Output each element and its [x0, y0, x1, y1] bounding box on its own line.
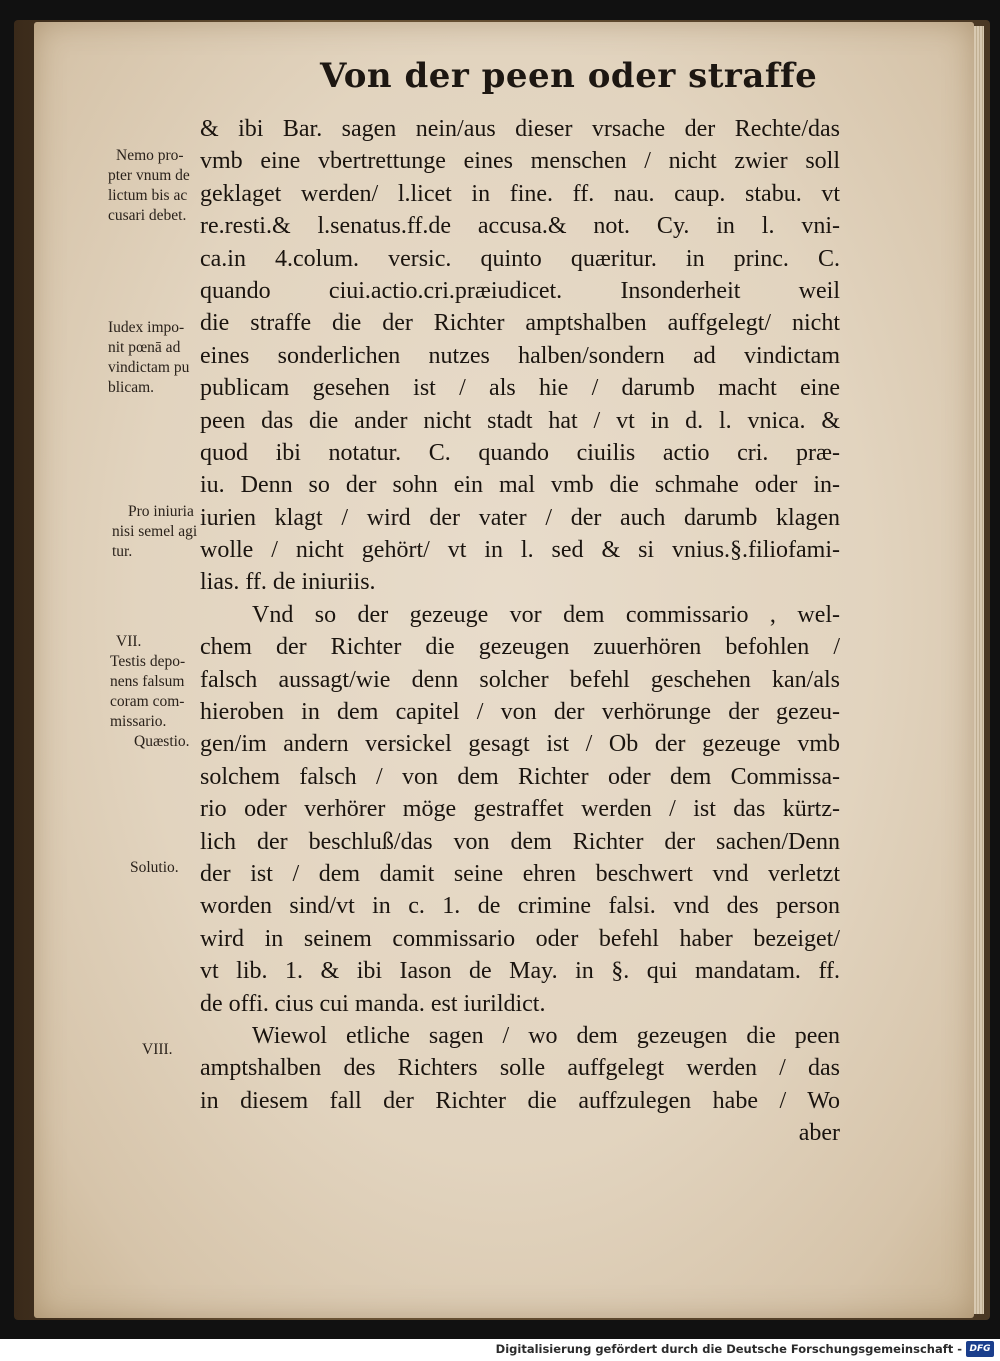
text-line: hieroben in dem capitel / von der verhörunge der gezeu-	[200, 699, 840, 726]
text-line: amptshalben des Richters solle auffgelegt werden / das	[200, 1055, 840, 1082]
text-line: vmb eine vbertrettunge eines menschen / nicht zwier soll	[200, 148, 840, 175]
margin-note-line: Pro iniuria	[128, 503, 194, 520]
text-line: der ist / dem damit seine ehren beschwert vnd verletzt	[200, 860, 840, 887]
funding-credit: Digitalisierung gefördert durch die Deutsche Forschungsgemeinschaft -	[495, 1342, 962, 1356]
margin-note-line: coram com-	[110, 693, 185, 710]
margin-note-viii	[142, 1040, 173, 1060]
text-line: wolle / nicht gehört/ vt in l. sed & si vnius.§.filiofami-	[200, 537, 840, 564]
footer-bar	[0, 1339, 1000, 1361]
margin-note-line: blicam.	[108, 379, 155, 396]
margin-note-line: tur.	[112, 543, 133, 560]
margin-note-line: nens falsum	[110, 673, 185, 690]
dfg-logo: DFG	[966, 1341, 994, 1357]
text-line: ca.in 4.colum. versic. quinto quæritur. in princ. C.	[200, 245, 840, 272]
text-line: Wiewol etliche sagen / wo dem gezeugen die peen	[252, 1022, 840, 1049]
text-line: peen das die ander nicht stadt hat / vt in d. l. vnica. &	[200, 407, 840, 434]
margin-note-line: VIII.	[142, 1041, 173, 1058]
page-stack-edge	[974, 26, 984, 1314]
margin-note-line: missario.	[110, 713, 167, 730]
margin-note-line: vindictam pu	[108, 359, 190, 376]
text-line: solchem falsch / von dem Richter oder dem Commissa-	[200, 763, 840, 790]
text-line: de offi. cius cui manda. est iurildict.	[200, 990, 546, 1017]
margin-note-line: Testis depo-	[110, 653, 186, 670]
margin-note-iudex	[108, 318, 189, 398]
margin-note-solutio	[130, 858, 179, 878]
running-head: Von der peen oder straffe	[320, 56, 818, 96]
text-line: quando ciui.actio.cri.præiudicet. Insonderheit weil	[200, 277, 840, 304]
body-text	[200, 113, 840, 1150]
text-line: lias. ff. de iniuriis.	[200, 569, 376, 596]
text-line: rio oder verhörer möge gestraffet werden / ist das kürtz-	[200, 796, 840, 823]
text-line: falsch aussagt/wie denn solcher befehl geschehen kan/als	[200, 666, 840, 693]
margin-note-pro-iniuria	[112, 502, 197, 562]
margin-note-testis	[110, 632, 190, 752]
margin-note-line: cusari debet.	[108, 207, 187, 224]
text-line: eines sonderlichen nutzes halben/sondern ad vindictam	[200, 342, 840, 369]
margin-note-line: Nemo pro-	[116, 147, 184, 164]
text-line: quod ibi notatur. C. quando ciuilis actio cri. præ-	[200, 439, 840, 466]
text-line: publicam gesehen ist / als hie / darumb macht eine	[200, 375, 840, 402]
text-line: chem der Richter die gezeugen zuuerhören befohlen /	[200, 634, 840, 661]
text-line: wird in seinem commissario oder befehl haber bezeiget/	[200, 925, 840, 952]
text-line: in diesem fall der Richter die auffzulegen habe / Wo	[200, 1087, 840, 1114]
margin-note-line: Solutio.	[130, 859, 179, 876]
margin-note-nemo	[108, 146, 190, 226]
margin-note-line: nisi semel agi	[112, 523, 198, 540]
margin-note-line: Iudex impo-	[108, 319, 185, 336]
catchword: aber	[798, 1120, 840, 1147]
text-line: & ibi Bar. sagen nein/aus dieser vrsache der Rechte/das	[200, 116, 840, 142]
text-line: Vnd so der gezeuge vor dem commissario , wel-	[252, 601, 840, 628]
text-line: die straffe die der Richter amptshalben auffgelegt/ nicht	[200, 310, 840, 337]
margin-note-line: nit pœnā ad	[108, 339, 181, 356]
margin-note-line: VII.	[116, 633, 142, 650]
margin-note-line: Quæstio.	[134, 733, 190, 750]
text-line: gen/im andern versickel gesagt ist / Ob der gezeuge vmb	[200, 731, 840, 758]
text-line: re.resti.& l.senatus.ff.de accusa.& not. Cy. in l. vni-	[200, 213, 840, 240]
text-line: lich der beschluß/das von dem Richter der sachen/Denn	[200, 828, 840, 855]
margin-note-line: pter vnum de	[108, 167, 190, 184]
text-line: vt lib. 1. & ibi Iason de May. in §. qui mandatam. ff.	[200, 958, 840, 985]
text-line: worden sind/vt in c. 1. de crimine falsi. vnd des person	[200, 893, 840, 920]
text-line: iu. Denn so der sohn ein mal vmb die schmahe oder in-	[200, 472, 840, 499]
text-line: iurien klagt / wird der vater / der auch darumb klagen	[200, 504, 840, 531]
margin-note-line: lictum bis ac	[108, 187, 188, 204]
text-line: geklaget werden/ l.licet in fine. ff. nau. caup. stabu. vt	[200, 180, 840, 207]
